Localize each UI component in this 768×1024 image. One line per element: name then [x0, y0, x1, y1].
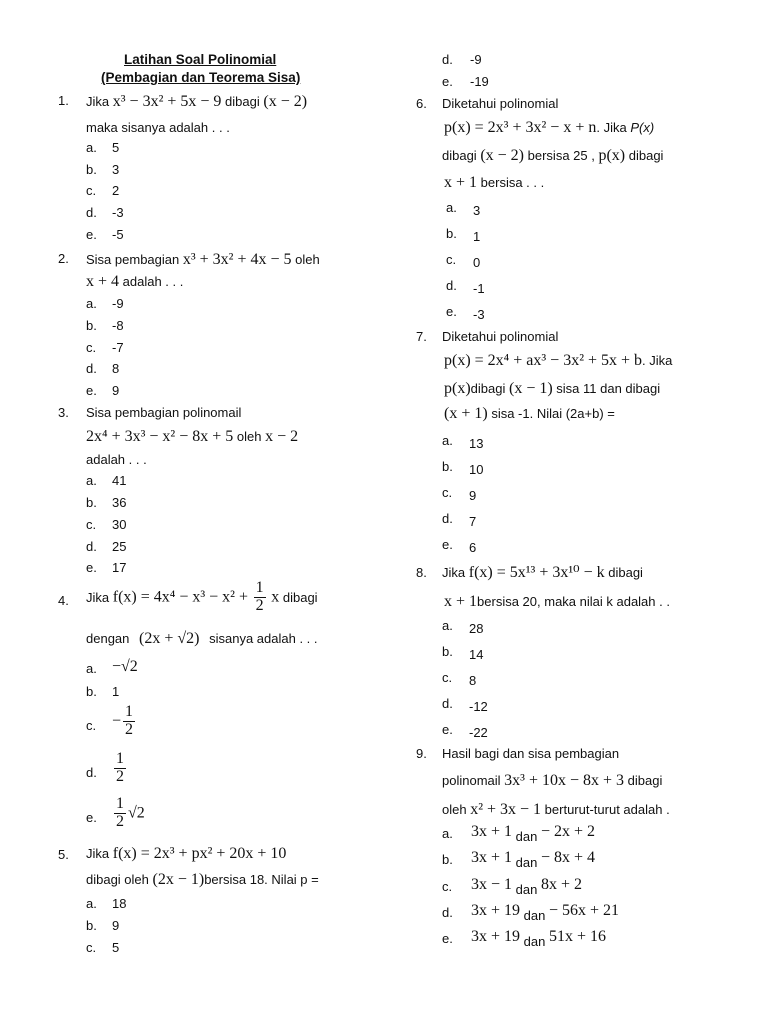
option-label: a. — [86, 296, 97, 311]
q4-number: 4. — [58, 593, 69, 608]
option-label: e. — [442, 931, 453, 946]
option-label: d. — [442, 905, 453, 920]
q4-stem: Jika f(x) = 4x⁴ − x³ − x² + $\frac{1}{2}$ x dibagi — [86, 579, 318, 614]
option-label: a. — [86, 473, 97, 488]
option-label: d. — [86, 765, 97, 780]
option-value: 30 — [112, 517, 127, 532]
option-value: -7 — [112, 340, 124, 355]
q4-divisor: (2x + √2) — [139, 630, 200, 647]
option-label: b. — [442, 644, 453, 659]
option-label: e. — [86, 810, 97, 825]
q9-stem: Hasil bagi dan sisa pembagian — [442, 746, 620, 761]
option-value: 9 — [112, 383, 120, 398]
q3-number: 3. — [58, 405, 69, 420]
option-value: 5 — [112, 940, 120, 955]
option-label: d. — [446, 278, 457, 293]
option-value: 1 — [473, 229, 481, 244]
q2-divisor: x + 4 — [86, 273, 120, 290]
option-value: -3 — [473, 307, 485, 322]
option-value: 9 — [112, 918, 120, 933]
q8-stem-line2: x + 1bersisa 20, maka nilai k adalah . . — [444, 593, 670, 610]
option-value: -19 — [470, 74, 489, 89]
q2-number: 2. — [58, 251, 69, 266]
option-label: a. — [442, 618, 453, 633]
option-value: 17 — [112, 560, 127, 575]
option-value: -9 — [112, 296, 124, 311]
option-label: e. — [442, 722, 453, 737]
option-value: -1 — [473, 281, 485, 296]
option-value: 10 — [469, 462, 484, 477]
option-label: e. — [442, 74, 453, 89]
option-value: -8 — [112, 318, 124, 333]
option-label: c. — [442, 485, 453, 500]
option-value: 7 — [469, 514, 477, 529]
q1-stem-line2: maka sisanya adalah . . . — [86, 120, 230, 135]
option-label: c. — [446, 252, 457, 267]
q3-divisor: x − 2 — [265, 428, 299, 445]
option-label: d. — [442, 52, 453, 67]
option-value: 25 — [112, 539, 127, 554]
q8-stem: Jika f(x) = 5x¹³ + 3x¹⁰ − k dibagi — [442, 564, 643, 581]
option-value: $\frac{1}{2}$ √2 — [116, 795, 145, 830]
option-value: -9 — [470, 52, 482, 67]
q7-number: 7. — [416, 329, 427, 344]
option-label: e. — [86, 227, 97, 242]
option-label: d. — [86, 539, 97, 554]
q8-number: 8. — [416, 565, 427, 580]
option-value: 36 — [112, 495, 127, 510]
q7-polynomial: p(x) = 2x⁴ + ax³ − 3x² + 5x + b — [444, 352, 643, 369]
option-value: -3 — [112, 205, 124, 220]
option-label: c. — [86, 517, 97, 532]
option-label: c. — [86, 183, 97, 198]
option-label: b. — [442, 852, 453, 867]
q4-polynomial: f(x) = 4x⁴ − x³ − x² + — [112, 588, 248, 606]
option-value: 8 — [469, 673, 477, 688]
q7-stem-line2: p(x) = 2x⁴ + ax³ − 3x² + 5x + b. Jika — [444, 352, 673, 369]
q1-polynomial: x³ − 3x² + 5x − 9 — [112, 93, 222, 110]
q9-stem-line2: polinomail 3x³ + 10x − 8x + 3 dibagi — [442, 772, 663, 789]
q1-stem: Jika x³ − 3x² + 5x − 9 dibagi (x − 2) — [86, 93, 308, 110]
option-value: 18 — [112, 896, 127, 911]
option-label: a. — [86, 661, 97, 676]
option-label: a. — [446, 200, 457, 215]
option-label: b. — [86, 162, 97, 177]
option-value: 13 — [469, 436, 484, 451]
option-value: 3x + 1 dan − 2x + 2 — [471, 823, 596, 844]
option-value: $\frac{1}{2}$ — [116, 750, 124, 785]
q7-stem-line3: p(x)dibagi (x − 1) sisa 11 dan dibagi — [444, 380, 661, 397]
option-label: a. — [442, 826, 453, 841]
q2-stem-line2: x + 4 adalah . . . — [86, 273, 184, 290]
option-value: 5 — [112, 140, 120, 155]
title-line-1: Latihan Soal Polinomial — [124, 52, 277, 67]
option-label: b. — [86, 495, 97, 510]
q9-number: 9. — [416, 746, 427, 761]
option-label: e. — [446, 304, 457, 319]
q4-fraction: $\frac{1}{2}$ — [255, 579, 264, 614]
option-value: -22 — [469, 725, 488, 740]
q2-polynomial: x³ + 3x² + 4x − 5 — [182, 251, 292, 268]
option-value: 3x + 19 dan 51x + 16 — [471, 928, 607, 949]
q8-polynomial: f(x) = 5x¹³ + 3x¹⁰ − k — [468, 564, 605, 581]
q5-number: 5. — [58, 847, 69, 862]
option-label: a. — [86, 896, 97, 911]
q6-stem: Diketahui polinomial — [442, 96, 559, 111]
q4-stem-line2: dengan (2x + √2) sisanya adalah . . . — [86, 630, 318, 647]
option-value: 3x − 1 dan 8x + 2 — [471, 876, 583, 897]
q3-stem-line3: adalah . . . — [86, 452, 147, 467]
q9-stem-line3: oleh x² + 3x − 1 berturut-turut adalah . — [442, 801, 670, 818]
option-value: 0 — [473, 255, 481, 270]
option-label: d. — [442, 696, 453, 711]
option-value: 1 — [112, 684, 120, 699]
option-label: c. — [442, 879, 453, 894]
option-label: b. — [86, 318, 97, 333]
option-value: 3 — [473, 203, 481, 218]
q3-stem: Sisa pembagian polinomail — [86, 405, 242, 420]
q6-stem-line2: p(x) = 2x³ + 3x² − x + n. Jika P(x) — [444, 119, 655, 136]
option-label: e. — [442, 537, 453, 552]
option-label: c. — [442, 670, 453, 685]
option-value: 9 — [469, 488, 477, 503]
option-value: 6 — [469, 540, 477, 555]
q6-stem-line4: x + 1 bersisa . . . — [444, 174, 545, 191]
q7-stem: Diketahui polinomial — [442, 329, 559, 344]
option-value: 14 — [469, 647, 484, 662]
q6-number: 6. — [416, 96, 427, 111]
option-value: 8 — [112, 361, 120, 376]
q5-divisor: (2x − 1) — [152, 871, 205, 888]
option-label: e. — [86, 383, 97, 398]
option-label: a. — [86, 140, 97, 155]
q1-number: 1. — [58, 93, 69, 108]
option-value: -5 — [112, 227, 124, 242]
option-value: 2 — [112, 183, 120, 198]
q3-stem-line2: 2x⁴ + 3x³ − x² − 8x + 5 oleh x − 2 — [86, 428, 299, 445]
option-label: c. — [86, 340, 97, 355]
option-value: 3 — [112, 162, 120, 177]
q5-stem-line2: dibagi oleh (2x − 1)bersisa 18. Nilai p = — [86, 871, 319, 888]
option-label: d. — [86, 205, 97, 220]
title-line-2: (Pembagian dan Teorema Sisa) — [101, 70, 301, 85]
option-label: b. — [86, 684, 97, 699]
q2-stem: Sisa pembagian x³ + 3x² + 4x − 5 oleh — [86, 251, 320, 268]
option-label: b. — [442, 459, 453, 474]
option-label: c. — [86, 718, 97, 733]
q9-polynomial: 3x³ + 10x − 8x + 3 — [504, 772, 625, 789]
option-value: -12 — [469, 699, 488, 714]
q5-polynomial: f(x) = 2x³ + px² + 20x + 10 — [112, 845, 287, 862]
q7-stem-line4: (x + 1) sisa -1. Nilai (2a+b) = — [444, 405, 615, 422]
option-label: b. — [446, 226, 457, 241]
option-label: d. — [442, 511, 453, 526]
q3-polynomial: 2x⁴ + 3x³ − x² − 8x + 5 — [86, 428, 234, 445]
q6-polynomial: p(x) = 2x³ + 3x² − x + n — [444, 119, 597, 136]
option-value: 28 — [469, 621, 484, 636]
option-value: −√2 — [112, 658, 138, 675]
option-label: c. — [86, 940, 97, 955]
option-value: 3x + 19 dan − 56x + 21 — [471, 902, 620, 923]
option-value: 41 — [112, 473, 127, 488]
q1-divisor: (x − 2) — [263, 93, 308, 110]
q5-stem: Jika f(x) = 2x³ + px² + 20x + 10 — [86, 845, 287, 862]
option-label: d. — [86, 361, 97, 376]
option-label: b. — [86, 918, 97, 933]
option-label: e. — [86, 560, 97, 575]
option-label: a. — [442, 433, 453, 448]
option-value: 3x + 1 dan − 8x + 4 — [471, 849, 596, 870]
option-value: − $\frac{1}{2}$ — [112, 703, 134, 738]
q6-stem-line3: dibagi (x − 2) bersisa 25 , p(x) dibagi — [442, 147, 664, 164]
